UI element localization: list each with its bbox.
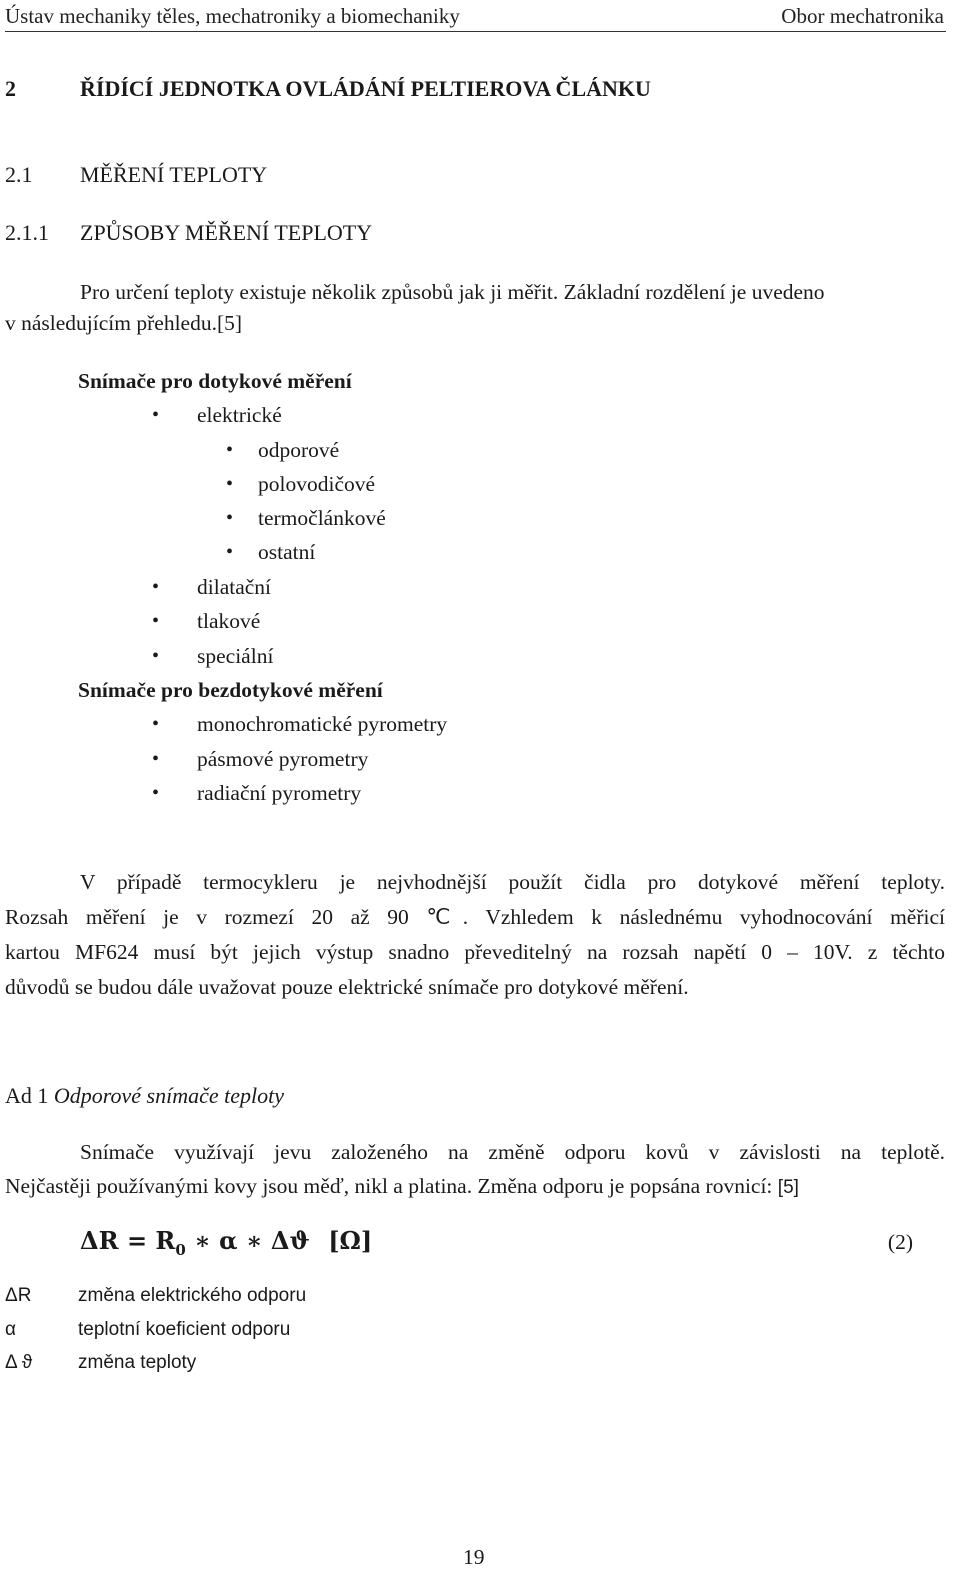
paragraph-line: Snímače využívají jevu založeného na změně odporu kovů v závislosti na teplotě.	[80, 1140, 945, 1164]
subsection-title: ZPŮSOBY MĚŘENÍ TEPLOTY	[80, 220, 373, 245]
paragraph-line: Nejčastěji používanými kovy jsou měď, nikl a platina. Změna odporu je popsána rovnicí:	[5, 1174, 773, 1198]
ad1-heading	[5, 1083, 284, 1109]
paragraph-line-with-ref	[5, 1174, 799, 1199]
bullet-icon: •	[152, 645, 160, 667]
noncontact-heading: Snímače pro bezdotykové měření	[78, 678, 383, 702]
list-item: odporové	[258, 438, 340, 462]
equation	[80, 1226, 372, 1259]
bullet-icon: •	[226, 439, 234, 461]
header-field: Obor mechatronika	[781, 4, 944, 28]
bullet-icon: •	[226, 473, 234, 495]
ad1-prefix: Ad 1	[5, 1083, 54, 1108]
bullet-icon: •	[152, 404, 160, 426]
header-divider	[5, 31, 946, 32]
legend-desc: teplotní koeficient odporu	[78, 1319, 291, 1340]
equation-number: (2)	[887, 1230, 913, 1254]
legend-symbol: ΔR	[5, 1285, 32, 1306]
paragraph-line: kartou MF624 musí být jejich výstup snadno převeditelný na rozsah napětí 0 – 10V. z těchto	[5, 940, 945, 964]
legend-desc: změna teploty	[78, 1352, 197, 1373]
list-item: tlakové	[197, 609, 261, 633]
list-item: speciální	[197, 644, 274, 668]
legend-symbol: α	[5, 1319, 16, 1340]
list-item: dilatační	[197, 575, 272, 599]
intro-line-1: Pro určení teploty existuje několik způsobů jak ji měřit. Základní rozdělení je uvedeno	[80, 280, 825, 304]
bullet-icon: •	[152, 748, 160, 770]
chapter-number: 2	[5, 76, 16, 101]
bullet-icon: •	[226, 507, 234, 529]
equation-unit: [Ω]	[328, 1226, 373, 1255]
bullet-icon: •	[152, 576, 160, 598]
list-item: monochromatické pyrometry	[197, 712, 448, 736]
list-item: polovodičové	[258, 472, 376, 496]
paragraph-line: důvodů se budou dále uvažovat pouze elektrické snímače pro dotykové měření.	[5, 975, 689, 999]
bullet-icon: •	[152, 713, 160, 735]
paragraph-line: V případě termocykleru je nejvhodnější použít čidla pro dotykové měření teploty.	[80, 870, 945, 894]
citation-ref: [5]	[777, 1177, 799, 1198]
legend-symbol: Δ ϑ	[5, 1352, 33, 1373]
header-institute: Ústav mechaniky těles, mechatroniky a biomechaniky	[5, 4, 460, 28]
equation-rest: ∗ α ∗ Δϑ	[194, 1226, 310, 1255]
page-number: 19	[463, 1545, 485, 1569]
equation-r0: $R_0$	[155, 1226, 186, 1259]
list-item-electric: elektrické	[197, 403, 282, 427]
ad1-title: Odporové snímače teploty	[53, 1083, 285, 1108]
equation-lhs: ΔR	[80, 1226, 119, 1255]
equation-equals: =	[126, 1226, 148, 1255]
list-item: radiační pyrometry	[197, 781, 362, 805]
paragraph-line: Rozsah měření je v rozmezí 20 až 90 ℃. Vzhledem k následnému vyhodnocování měřicí	[5, 905, 945, 929]
list-item: pásmové pyrometry	[197, 747, 369, 771]
list-item: ostatní	[258, 540, 316, 564]
section-title: MĚŘENÍ TEPLOTY	[80, 162, 268, 187]
section-number: 2.1	[5, 162, 33, 187]
bullet-icon: •	[152, 610, 160, 632]
list-item: termočlánkové	[258, 506, 386, 530]
subsection-number: 2.1.1	[5, 220, 49, 245]
chapter-title: ŘÍDÍCÍ JEDNOTKA OVLÁDÁNÍ PELTIEROVA ČLÁNKU	[80, 76, 651, 101]
bullet-icon: •	[152, 782, 160, 804]
contact-heading: Snímače pro dotykové měření	[78, 369, 352, 393]
legend-desc: změna elektrického odporu	[78, 1285, 307, 1306]
bullet-icon: •	[226, 541, 234, 563]
intro-line-2: v následujícím přehledu.[5]	[5, 311, 243, 335]
